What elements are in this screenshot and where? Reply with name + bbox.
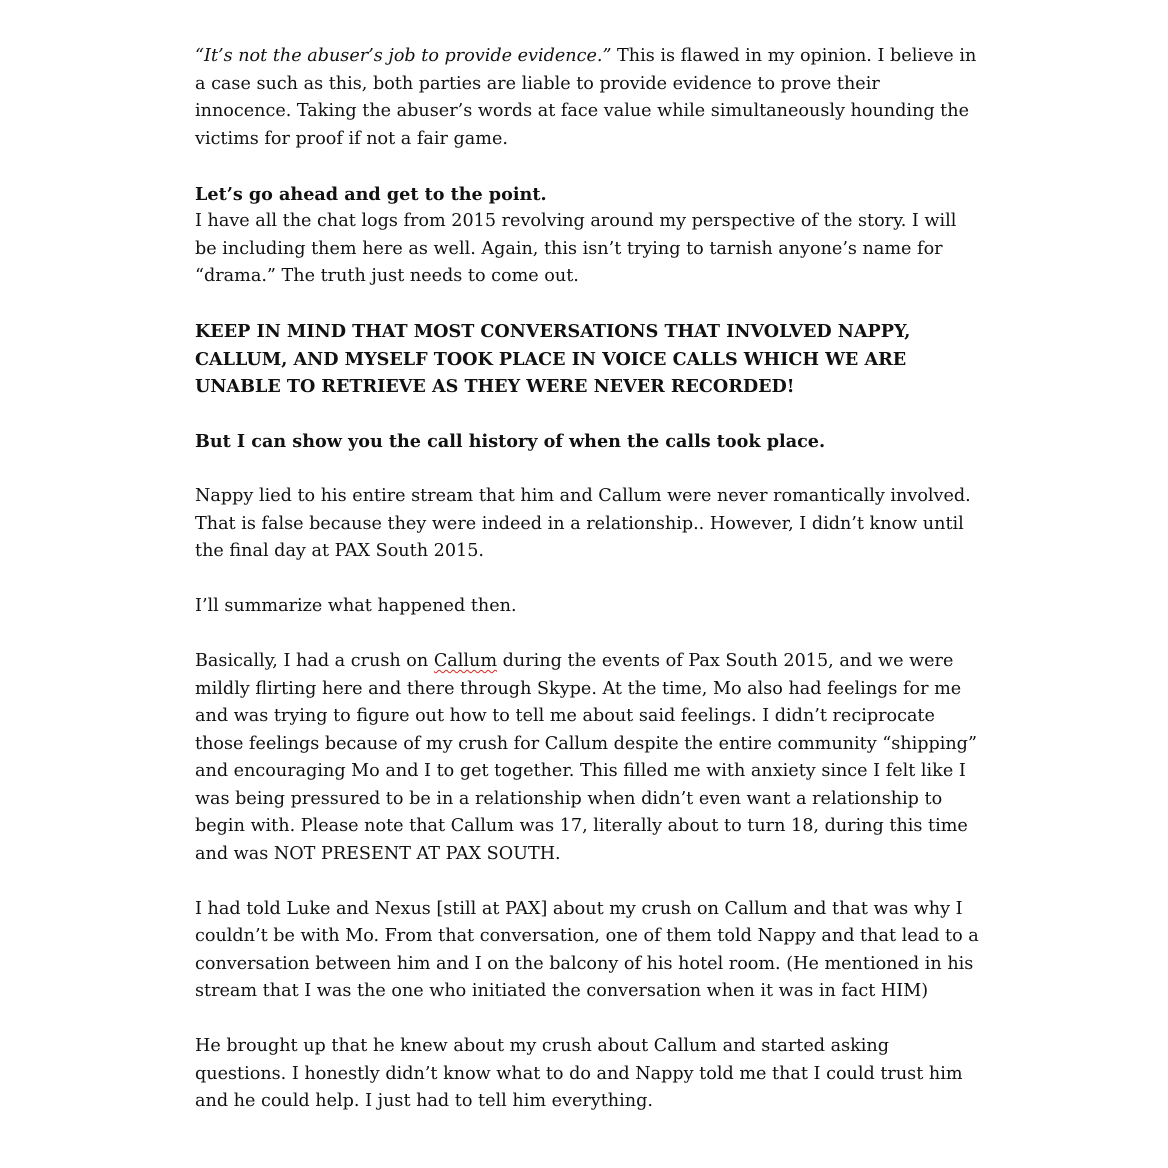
paragraph-balcony-conversation: I had told Luke and Nexus [still at PAX] about my crush on Callum and that was why I couldn’t be with Mo. From that conversation, one of them told Nappy and that lead to a conversation between him and I on the balcony of his hotel room. (He mentioned in his stream that I was the one who initiated the conversation when it was in fact HIM) — [195, 898, 979, 1001]
paragraph-questions: He brought up that he knew about my crush about Callum and started asking questions. I honestly didn’t know what to do and Nappy told me that I could trust him and he could help. I just had to tell him everything. — [195, 1036, 963, 1111]
caps-notice: KEEP IN MIND THAT MOST CONVERSATIONS THAT INVOLVED NAPPY, CALLUM, AND MYSELF TOOK PLACE IN VOICE CALLS WHICH WE ARE UNABLE TO RETRIEVE AS THEY WERE NEVER RECORDED! — [195, 321, 911, 397]
paragraph-text: during the events of Pax South 2015, and we were mildly flirting here and there through Skype. At the time, Mo also had feelings for me and was trying to figure out how to tell me about said feelings. I didn’t reciprocate those feelings because of my crush for Callum despite the entire community “shipping” and encouraging Mo and I to get together. This filled me with anxiety since I felt like I was being pressured to be in a relationship when didn’t even want a relationship to begin with. Please note that Callum was 17, literally about to turn 18, during this time and was NOT PRESENT AT PAX SOUTH. — [195, 651, 977, 864]
quoted-statement: “It’s not the abuser’s job to provide evidence.” — [195, 46, 612, 66]
paragraph-relationship: Nappy lied to his entire stream that him and Callum were never romantically involved. That is false because they were indeed in a relationship.. However, I didn’t know until the final day at PAX South 2015. — [195, 486, 971, 561]
paragraph-summary-intro: I’ll summarize what happened then. — [195, 596, 517, 616]
spellcheck-flagged-word[interactable]: Callum — [433, 651, 498, 671]
paragraph-evidence-opinion — [195, 43, 980, 153]
call-history-note: But I can show you the call history of when the calls took place. — [195, 431, 826, 452]
paragraph-text: This is flawed in my opinion. I believe in a case such as this, both parties are liable to provide evidence to prove their innocence. Taking the abuser’s words at face value while simultaneously hounding the victims for proof if not a fair game. — [195, 46, 977, 149]
paragraph-crush — [195, 648, 980, 868]
paragraph-text: Basically, I had a crush on — [195, 651, 434, 671]
paragraph-chat-logs: I have all the chat logs from 2015 revolving around my perspective of the story. I will be including them here as well. Again, this isn’t trying to tarnish anyone’s name for “drama.” The truth just needs to come out. — [195, 211, 957, 286]
document-body — [195, 43, 980, 1143]
section-heading: Let’s go ahead and get to the point. — [195, 183, 547, 205]
